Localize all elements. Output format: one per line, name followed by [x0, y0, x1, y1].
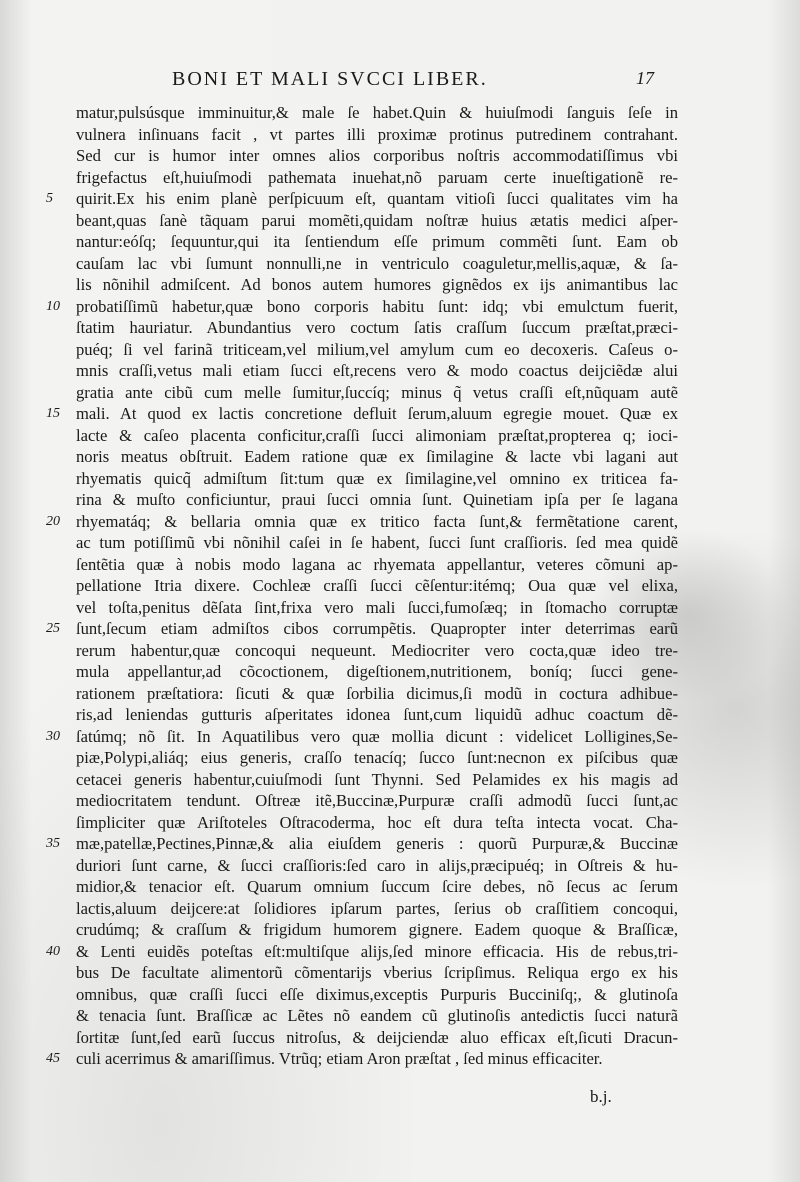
- text-line: [0, 1027, 800, 1049]
- line-text: ac tum potiſſimũ vbi nõnihil caſei in ſe habent, ſucci ſunt craſſioris. ſed mea quidẽ: [76, 533, 678, 552]
- line-text: lis nõnihil admiſcent. Ad bonos autem humores gignẽdos ex ijs animantibus lac: [76, 275, 678, 294]
- text-line: [0, 124, 800, 146]
- text-line: [0, 855, 800, 877]
- line-text: cetacei generis habentur,cuiuſmodi ſunt Thynni. Sed Pelamides ex his magis ad: [76, 769, 678, 789]
- text-line: [0, 876, 800, 898]
- line-text: ſimpliciter quæ Ariſtoteles Oſtracoderma, hoc eſt dura teſta intecta vocat. Cha-: [76, 812, 678, 832]
- text-line: [0, 188, 800, 210]
- text-line: [0, 661, 800, 683]
- line-text: rhyematis quicq̃ admiſtum ſit:tum quæ ex ſimilagine,vel omnino ex triticea fa-: [76, 468, 678, 488]
- line-text: rationem præſtatiora: ſicuti & quæ ſorbilia dicimus,ſi modũ in coctura adhibue-: [76, 683, 678, 703]
- text-line: [0, 210, 800, 232]
- line-text: ſtatim hauriatur. Abundantius vero coctum ſatis craſſum ſuccum præſtat,præci-: [76, 318, 678, 337]
- text-line: [0, 360, 800, 382]
- line-number: 40: [46, 943, 60, 959]
- line-text: rerum habentur,quæ concoqui nequeunt. Mediocriter vero cocta,quæ ideo tre-: [76, 640, 678, 660]
- line-text: culi acerrimus & amariſſimus. Vtrũq; etiam Aron præſtat , ſed minus efficaciter.: [76, 1049, 603, 1068]
- line-text: mnis craſſi,vetus mali etiam ſucci eſt,recens vero & modo coactus deijciẽdæ alui: [76, 361, 678, 380]
- line-text: beant,quas ſanè tãquam parui momẽti,quidam noſtræ huius ætatis medici aſper-: [76, 210, 678, 230]
- running-head: [0, 68, 800, 96]
- text-line: [0, 554, 800, 576]
- text-line: [0, 274, 800, 296]
- text-line: [0, 984, 800, 1006]
- text-line: [0, 1048, 800, 1070]
- line-text: frigefactus eſt,huiuſmodi pathemata inuehat,nõ paruam certe inueſtigationẽ re-: [76, 167, 678, 187]
- page-number: 17: [636, 68, 654, 88]
- text-line: [0, 253, 800, 275]
- line-text: duriori ſunt carne, & ſucci craſſioris:ſed caro in alijs,præcipuéq; in Oſtreis & hu-: [76, 855, 678, 875]
- line-number: 30: [46, 728, 60, 744]
- text-line: [0, 339, 800, 361]
- line-text: ris,ad leniendas gutturis aſperitates idonea ſunt,cum liquidũ adhuc coactum dẽ-: [76, 705, 678, 724]
- line-number: 35: [46, 836, 60, 851]
- signature-mark: b.j.: [590, 1087, 612, 1106]
- text-line: [0, 167, 800, 189]
- line-number: 25: [46, 621, 60, 636]
- line-text: midior,& tenacior eſt. Quarum omnium ſuccum ſcire debes, nõ ſecus ac ſerum: [76, 877, 678, 896]
- line-text: & Lenti euidẽs poteſtas eſt:multiſque alijs,ſed minore efficacia. His de rebus,tri-: [76, 941, 678, 961]
- text-line: [0, 919, 800, 941]
- line-text: ſortitæ ſunt,ſed earũ ſuccus nitroſus, & deijciendæ aluo efficax eſt,ſicuti Dracun-: [76, 1027, 678, 1047]
- text-line: [0, 489, 800, 511]
- line-number: 10: [46, 298, 60, 314]
- line-text: nantur:eóſq; ſequuntur,qui ita ſentiendum eſſe primum commẽti ſunt. Eam ob: [76, 232, 678, 251]
- text-line: [0, 102, 800, 124]
- text-line: [0, 403, 800, 425]
- text-line: [0, 747, 800, 769]
- text-line: [0, 317, 800, 339]
- text-line: [0, 468, 800, 490]
- line-text: probatiſſimũ habetur,quæ bono corporis habitu ſunt: idq; vbi emulctum fuerit,: [76, 296, 678, 316]
- line-text: pellatione Itria dixere. Cochleæ craſſi ſucci cẽſentur:itémq; Oua quæ vel elixa,: [76, 576, 678, 595]
- text-line: [0, 812, 800, 834]
- text-line: [0, 446, 800, 468]
- text-line: [0, 618, 800, 640]
- line-number: 15: [46, 406, 60, 421]
- text-line: [0, 833, 800, 855]
- text-line: [0, 425, 800, 447]
- line-text: gratia ante cibũ cum melle ſumitur,ſuccíq; minus q̃ vetus craſſi eſt,nũquam autẽ: [76, 382, 678, 402]
- text-line: [0, 231, 800, 253]
- text-line: [0, 898, 800, 920]
- line-text: noris meatus obſtruit. Eadem ratione quæ ex ſimilagine & lacte vbi lagani aut: [76, 447, 678, 466]
- line-text: ſunt,ſecum etiam admiſtos cibos corrumpẽtis. Quapropter inter deterrimas earũ: [76, 619, 678, 638]
- line-number: 20: [46, 513, 60, 529]
- text-line: [0, 704, 800, 726]
- line-text: rina & muſto conficiuntur, praui ſucci omnia ſunt. Quinetiam ipſa per ſe lagana: [76, 490, 678, 509]
- line-number: 5: [46, 191, 53, 206]
- line-number: 45: [46, 1051, 60, 1066]
- text-line: [0, 145, 800, 167]
- line-text: lactis,aluum deijcere:at ſolidiores ipſarum partes, ſerius ob craſſitiem concoqui,: [76, 898, 678, 918]
- text-line: [0, 962, 800, 984]
- line-text: Sed cur is humor inter omnes alios corporibus noſtris accommodatiſſimus vbi: [76, 146, 678, 165]
- text-line: [0, 790, 800, 812]
- text-line: [0, 382, 800, 404]
- text-line: [0, 640, 800, 662]
- text-line: [0, 532, 800, 554]
- text-line: [0, 575, 800, 597]
- text-line: [0, 597, 800, 619]
- line-text: vulnera inſinuans facit , vt partes illi proximæ protinus putredinem contrahant.: [76, 124, 678, 144]
- line-text: vel toſta,penitus dẽſata ſint,frixa vero mali ſucci,fumoſæq; in ſtomacho corruptæ: [76, 597, 678, 617]
- line-text: & tenacia ſunt. Braſſicæ ac Lẽtes nõ eandem cũ glutinoſis antedictis ſucci naturã: [76, 1006, 678, 1025]
- line-text: cauſam lac vbi ſumunt nonnulli,ne in ventriculo coaguletur,mellis,aquæ, & ſa-: [76, 253, 678, 273]
- line-text: mali. At quod ex lactis concretione defluit ſerum,aluum egregie mouet. Quæ ex: [76, 404, 678, 423]
- line-text: puéq; ſi vel farinã triticeam,vel milium,vel amylum cum eo decoxeris. Caſeus o-: [76, 339, 678, 359]
- running-title: BONI ET MALI SVCCI LIBER.: [172, 68, 488, 90]
- line-text: crudúmq; & craſſum & frigidum humorem gignere. Eadem quoque & Braſſicæ,: [76, 920, 678, 939]
- line-text: bus De facultate alimentorũ cõmentarijs vberius ſcripſimus. Reliqua ergo ex his: [76, 963, 678, 982]
- body-text: [0, 102, 800, 1070]
- line-text: mula appellantur,ad cõcoctionem, digeſtionem,nutritionem, boníq; ſucci gene-: [76, 662, 678, 681]
- line-text: mæ,patellæ,Pectines,Pinnæ,& alia eiuſdem generis : quorũ Purpuræ,& Buccinæ: [76, 834, 678, 853]
- line-text: ſentẽtia quæ à nobis modo lagana ac rhyemata appellantur, veteres cõmuni ap-: [76, 554, 678, 574]
- line-text: piæ,Polypi,aliáq; eius generis, craſſo tenacíq; ſucco ſunt:necnon ex piſcibus quæ: [76, 748, 678, 767]
- text-line: [0, 511, 800, 533]
- line-text: lacte & caſeo placenta conficitur,craſſi ſucci alimoniam præſtat,propterea q; ioci-: [76, 425, 678, 445]
- text-line: [0, 769, 800, 791]
- text-line: [0, 1005, 800, 1027]
- text-line: [0, 296, 800, 318]
- text-line: [0, 941, 800, 963]
- line-text: matur,pulsúsque imminuitur,& male ſe habet.Quin & huiuſmodi ſanguis ſeſe in: [76, 103, 678, 122]
- line-text: mediocritatem tendunt. Oſtreæ itẽ,Buccinæ,Purpuræ craſſi admodũ ſucci ſunt,ac: [76, 791, 678, 810]
- line-text: ſatúmq; nõ ſit. In Aquatilibus vero quæ mollia dicunt : videlicet Lolligines,Se-: [76, 726, 678, 746]
- text-line: [0, 683, 800, 705]
- line-text: omnibus, quæ craſſi ſucci eſſe diximus,exceptis Purpuris Bucciniſq;, & glutinoſa: [76, 984, 678, 1004]
- text-line: [0, 726, 800, 748]
- line-text: rhyematáq; & bellaria omnia quæ ex tritico facta ſunt,& fermẽtatione carent,: [76, 511, 678, 531]
- line-text: quirit.Ex his enim planè perſpicuum eſt, quantam vitioſi ſucci qualitates vim ha: [76, 189, 678, 208]
